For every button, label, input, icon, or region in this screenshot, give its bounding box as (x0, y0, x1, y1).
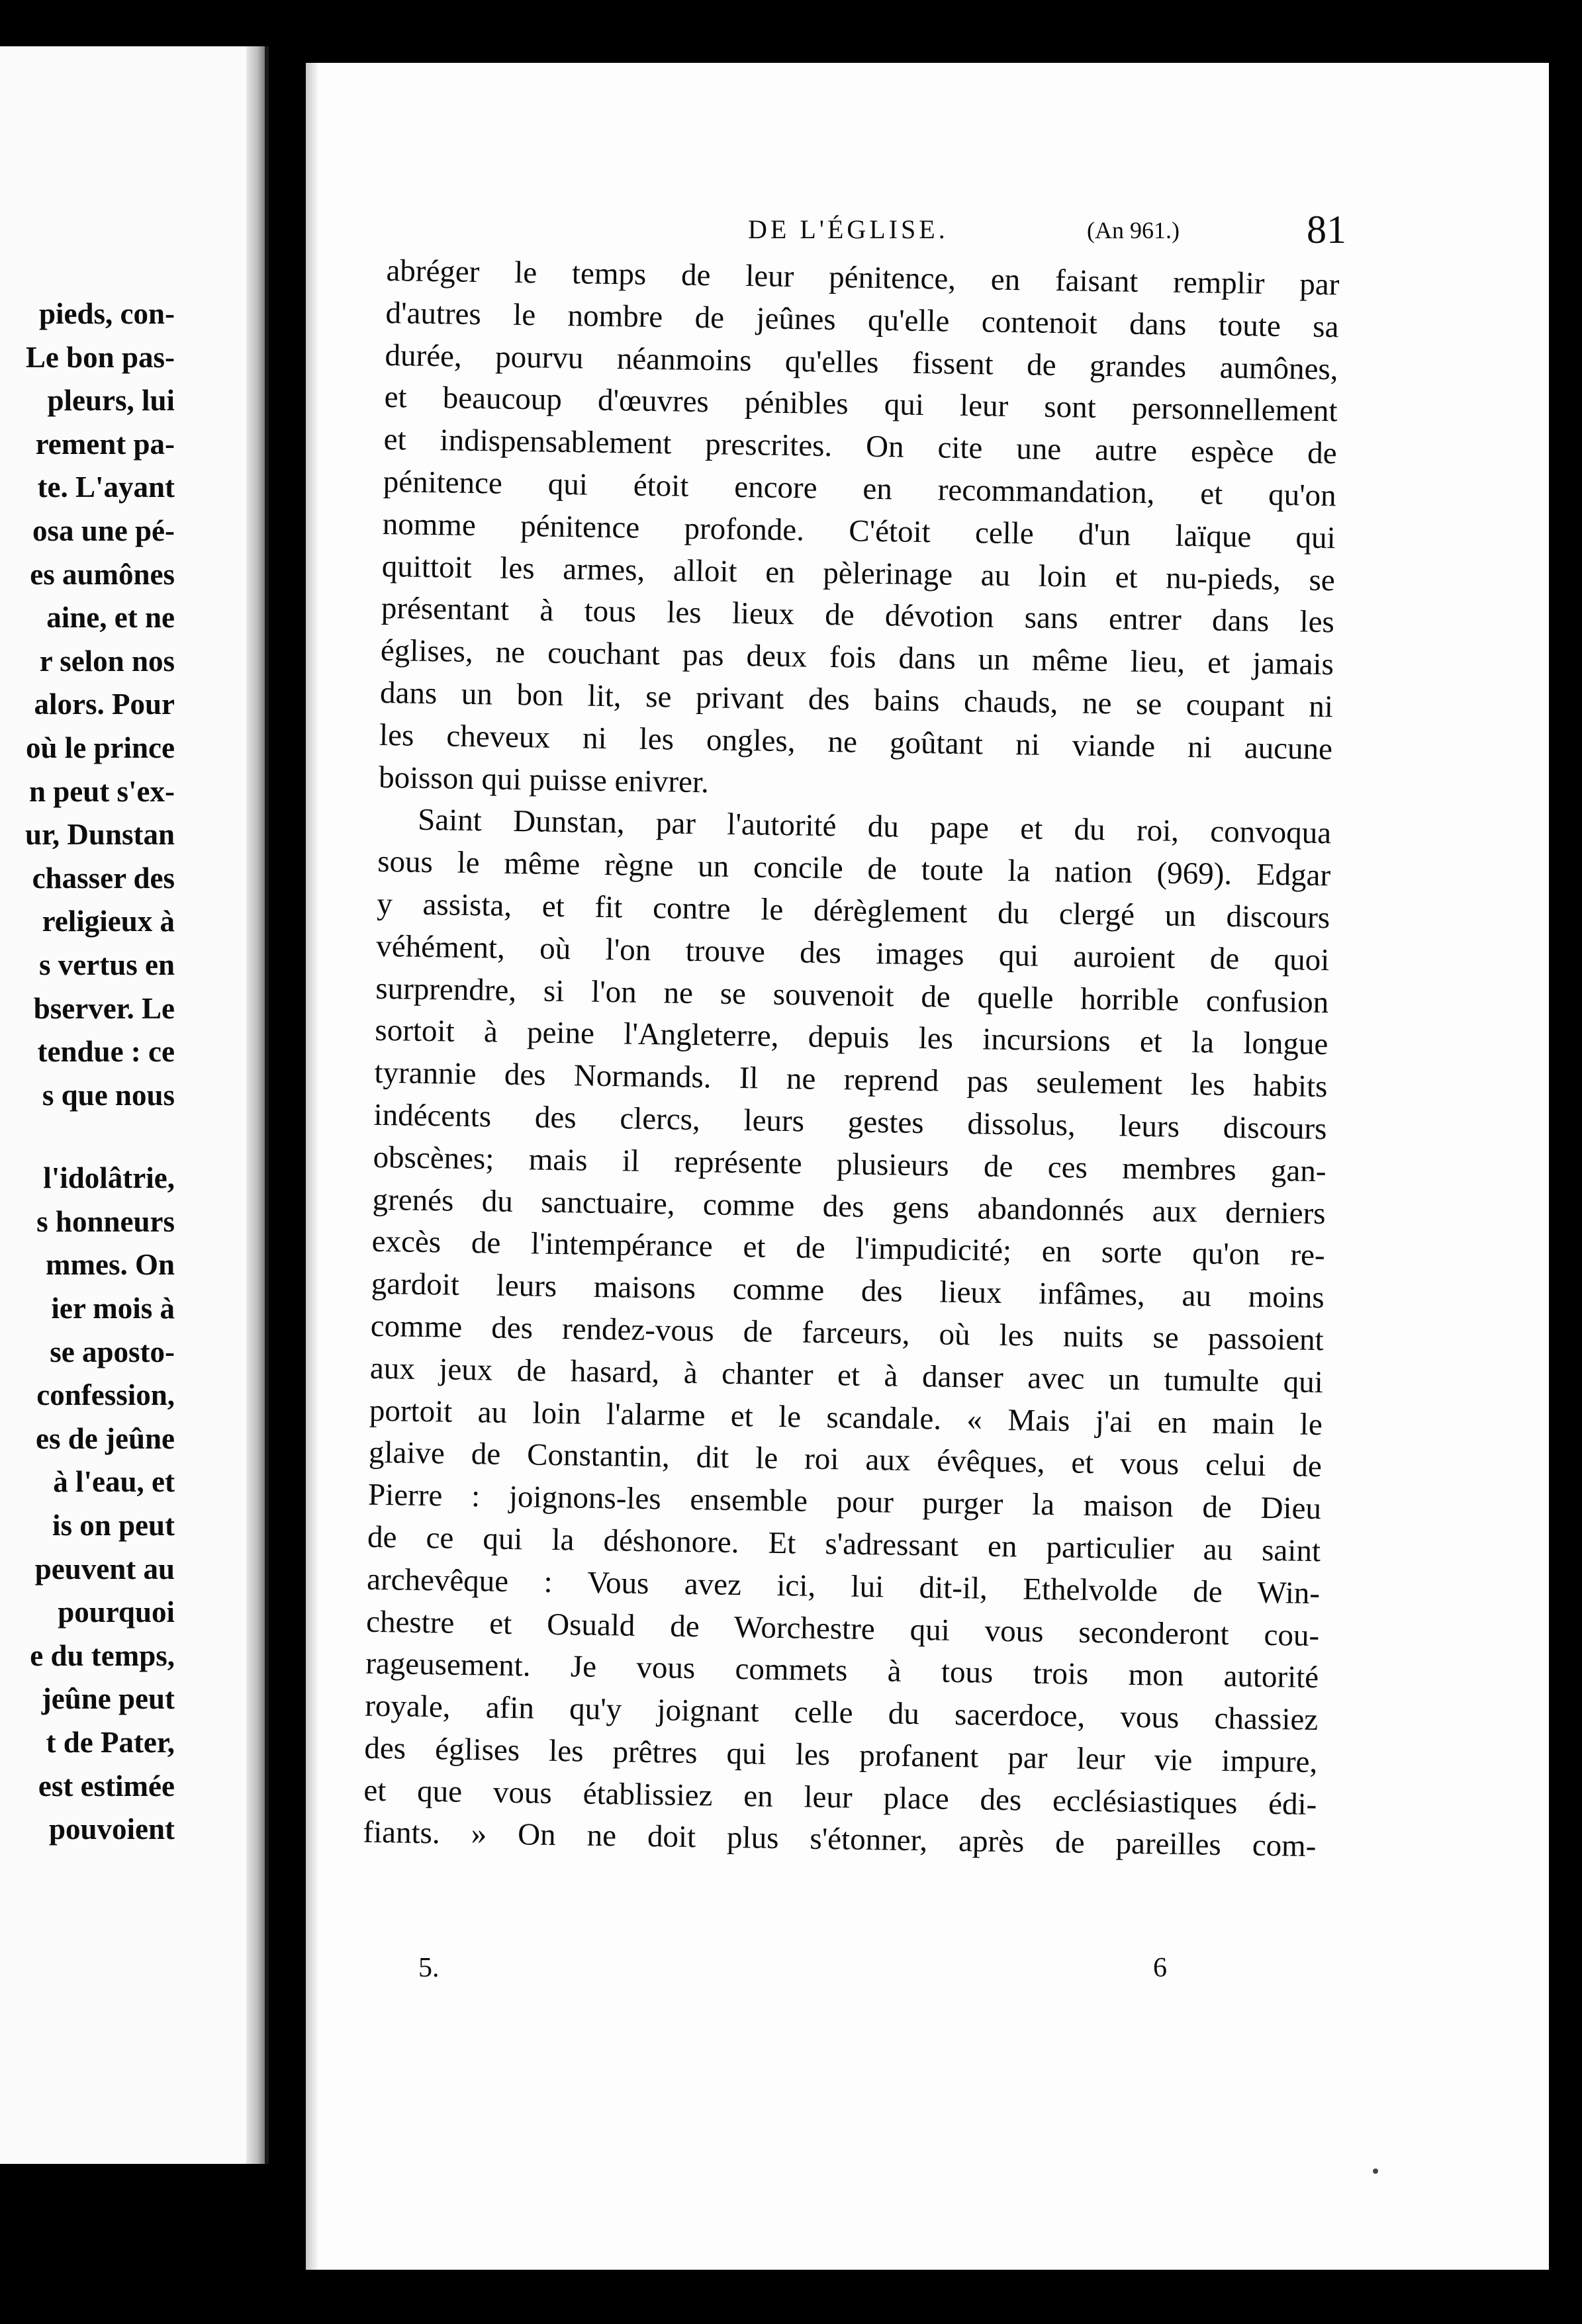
body-line: sortoit à peine l'Angleterre, depuis les incursions et la longue (375, 1013, 1328, 1062)
left-page-line: n peut s'ex- (28, 774, 175, 808)
body-line: les cheveux ni les ongles, ne goûtant ni viande ni aucune (379, 717, 1333, 767)
body-line: fiants. » On ne doit plus s'étonner, après de pareilles com- (363, 1815, 1317, 1864)
body-line: rageusement. Je vous commets à tous trois mon autorité (365, 1646, 1319, 1695)
left-page-text (25, 292, 175, 1852)
body-line: boisson qui puisse enivrer. (378, 760, 710, 799)
signature-marks (418, 1952, 1213, 1998)
body-line: et indispensablement prescrites. On cite une autre espèce de (383, 422, 1337, 471)
left-page-line: Le bon pas- (25, 340, 175, 374)
body-line: glaive de Constantin, dit le roi aux évêques, et vous celui de (368, 1435, 1323, 1484)
body-line: comme des rendez-vous de farceurs, où les nuits se passoient (370, 1308, 1325, 1358)
body-line: et beaucoup d'œuvres pénibles qui leur sont personnellement (384, 380, 1338, 429)
body-line: Saint Dunstan, par l'autorité du pape et du roi, convoqua (417, 803, 1332, 851)
body-line: des églises les prêtres qui les profanent par leur vie impure, (364, 1730, 1318, 1780)
left-page-line: religieux à (42, 905, 175, 938)
left-page-line: te. L'ayant (37, 470, 175, 504)
body-line: y assista, et fit contre le dérèglement du clergé un discours (376, 886, 1330, 936)
body-line: portoit au loin l'alarme et le scandale. « Mais j'ai en main le (369, 1393, 1323, 1442)
right-page (306, 63, 1549, 2270)
page-number: 81 (1307, 208, 1346, 251)
body-line: grenés du sanctuaire, comme des gens abandonnés aux derniers (372, 1182, 1326, 1231)
body-line: tyrannie des Normands. Il ne reprend pas seulement les habits (374, 1055, 1328, 1104)
body-line: et que vous établissiez en leur place des ecclésiastiques édi- (363, 1773, 1317, 1822)
body-line: excès de l'intempérance et de l'impudicité; en sorte qu'on re- (371, 1224, 1325, 1273)
body-line: dans un bon lit, se privant des bains chauds, ne se coupant ni (379, 675, 1334, 725)
left-page-line: alors. Pour (34, 688, 175, 721)
left-page-line: pieds, con- (38, 297, 175, 330)
body-line: archevêque : Vous avez ici, lui dit-il, Ethelvolde de Win- (366, 1562, 1321, 1611)
left-page-line: à l'eau, et (53, 1465, 175, 1499)
body-line: abréger le temps de leur pénitence, en faisant remplir par (386, 253, 1340, 302)
body-line: surprendre, si l'on ne se souvenoit de quelle horrible confusion (375, 971, 1329, 1020)
body-line: présentant à tous les lieux de dévotion sans entrer dans les (381, 591, 1335, 640)
body-line: durée, pourvu néanmoins qu'elles fissent de grandes aumônes, (385, 337, 1338, 386)
body-line: Pierre : joignons-les ensemble pour purger la maison de Dieu (367, 1477, 1322, 1527)
left-page-line: osa une pé- (32, 514, 175, 547)
volume-signature: 5. (418, 1953, 440, 1983)
left-page-line: bserver. Le (33, 991, 175, 1025)
left-page-line: se aposto- (50, 1335, 175, 1368)
left-page-line: où le prince (26, 731, 175, 764)
left-page-line: s vertus en (39, 948, 175, 981)
body-line: de ce qui la déshonore. Et s'adressant en particulier au saint (367, 1519, 1321, 1569)
left-page-line: es de jeûne (36, 1421, 175, 1455)
left-page-line: is on peut (52, 1509, 175, 1542)
left-page-line: ur, Dunstan (25, 818, 175, 852)
body-line: chestre et Osuald de Worchestre qui vous seconderont cou- (365, 1604, 1320, 1653)
left-page-line: t de Pater, (46, 1726, 175, 1759)
left-page (0, 46, 269, 2164)
body-line: indécents des clercs, leurs gestes dissolus, leurs discours (373, 1097, 1327, 1147)
left-page-line: e du temps, (30, 1638, 175, 1672)
left-page-line: pouvoient (48, 1812, 175, 1846)
body-line: aux jeux de hasard, à chanter et à danser avec un tumulte qui (369, 1351, 1324, 1400)
body-line: royale, afin qu'y joignant celle du sacerdoce, vous chassiez (364, 1688, 1319, 1738)
body-line: obscènes; mais il représente plusieurs de ces membres gan- (373, 1140, 1326, 1188)
body-text (363, 250, 1340, 1868)
body-line: pénitence qui étoit encore en recommandation, et qu'on (383, 464, 1337, 514)
body-line: véhément, où l'on trouve des images qui auroient de quoi (376, 928, 1330, 977)
page-gutter-shadow (306, 63, 319, 2270)
left-page-line: rement pa- (35, 427, 175, 461)
left-page-line: ier mois à (51, 1292, 175, 1325)
ink-speck (1373, 2168, 1378, 2174)
page-gutter (246, 46, 265, 2164)
body-line: sous le même règne un concile de toute la nation (969). Edgar (377, 844, 1331, 893)
left-page-line: pleurs, lui (47, 384, 175, 418)
left-page-line: peuvent au (34, 1552, 175, 1586)
body-line: quittoit les armes, alloit en pèlerinage au loin et nu-pieds, se (381, 549, 1336, 598)
body-line: d'autres le nombre de jeûnes qu'elle contenoit dans toute sa (385, 295, 1339, 345)
running-head-title: DE L'ÉGLISE. (748, 214, 949, 244)
left-page-line: tendue : ce (37, 1035, 175, 1069)
left-page-line: s que nous (42, 1078, 175, 1112)
left-page-line: chasser des (32, 861, 175, 895)
left-page-line: aine, et ne (46, 601, 175, 635)
left-page-line (25, 1117, 175, 1157)
left-page-line: s honneurs (36, 1204, 175, 1238)
left-page-line: r selon nos (39, 644, 175, 678)
sheet-signature: 6 (1153, 1953, 1167, 1983)
left-page-line: mmes. On (46, 1248, 175, 1282)
body-line: églises, ne couchant pas deux fois dans un même lieu, et jamais (380, 633, 1334, 682)
body-line: gardoit leurs maisons comme des lieux infâmes, au moins (371, 1266, 1325, 1316)
running-head-year: (An 961.) (1087, 217, 1180, 244)
body-line: nomme pénitence profonde. C'étoit celle d'un laïque qui (382, 506, 1336, 556)
left-page-line: jeûne peut (41, 1682, 175, 1716)
left-page-line: confession, (36, 1378, 175, 1412)
left-page-line: est estimée (38, 1769, 175, 1803)
left-page-line: l'idolâtrie, (43, 1161, 175, 1195)
left-page-line: pourquoi (58, 1595, 175, 1629)
left-page-line: es aumônes (30, 557, 175, 591)
